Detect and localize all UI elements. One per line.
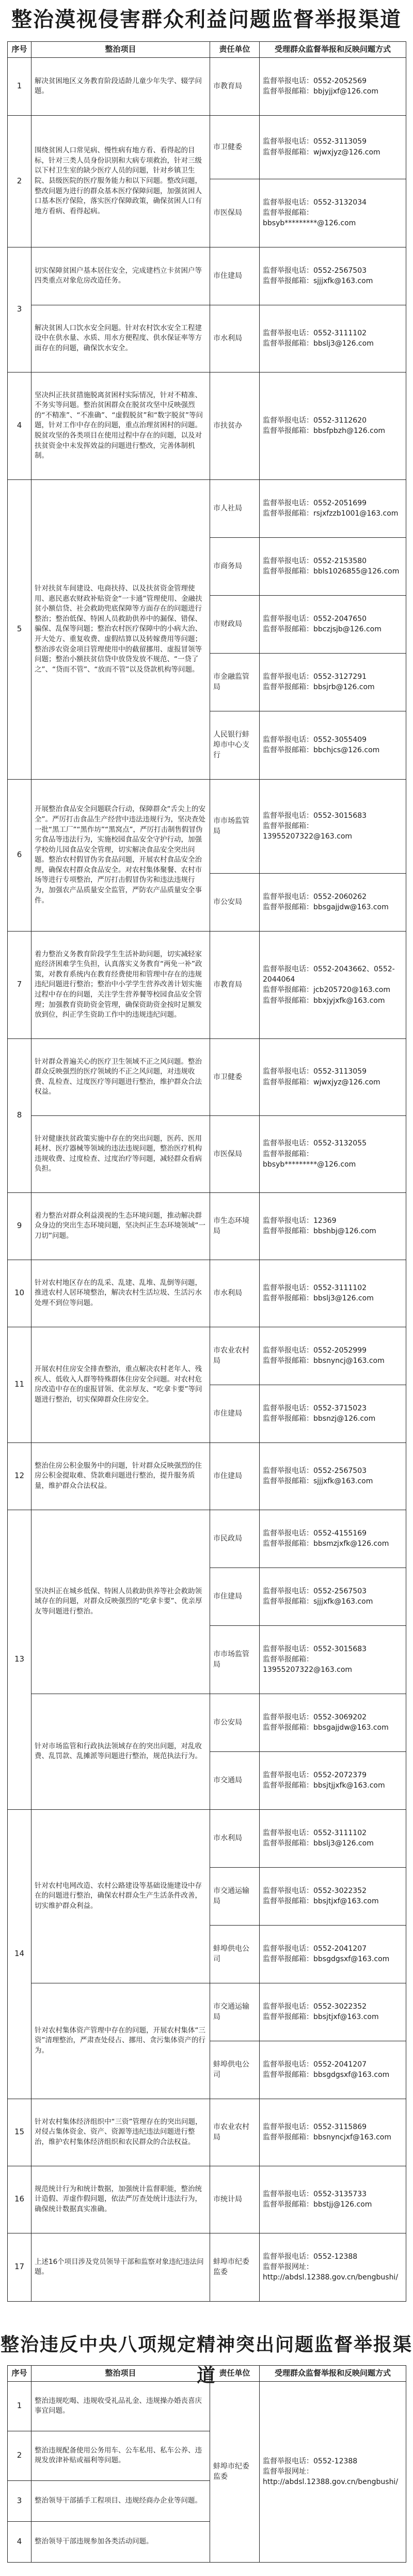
table-header-row — [8, 2366, 406, 2382]
table-row — [8, 1809, 406, 1867]
row-seq: 9 — [8, 1192, 31, 1260]
responsible-unit: 市扶贫办 — [210, 372, 260, 479]
responsible-unit: 市教育局 — [210, 57, 260, 115]
complaint-channel: 监督举报电话：0552-3115869 监督举报邮箱：bbsnyncjxf@163.com — [260, 2099, 406, 2166]
item-text: 针对农村地区存在的乱采、乱建、乱堆、乱倒等问题，推进农村人居环境整治，解决农村生活垃圾、生活污水处理不到位等问题。 — [31, 1260, 210, 1327]
table-body — [8, 57, 406, 2301]
complaint-channel: 监督举报电话：0552-3112620 监督举报邮箱：bbsfpbzh@126.com — [260, 372, 406, 479]
item-text: 坚决纠正在城乡低保、特困人员救助供养等社会救助领域存在的问题，对群众反映强烈的“吃拿卡要”、优亲厚友等问题进行整治。 — [31, 1510, 210, 1694]
row-seq: 1 — [8, 2381, 31, 2431]
complaint-channel: 监督举报电话：0552-3132034 监督举报邮箱：bbsyb*********@126.com — [260, 179, 406, 247]
table-row — [8, 779, 406, 873]
complaint-channel: 监督举报电话：0552-2041207 监督举报邮箱：bbsgdgsxf@163.com — [260, 2041, 406, 2099]
responsible-unit: 市金融监管局 — [210, 653, 260, 711]
item-text: 针对市场监管和行政执法领域存在的突出问题，对乱收费、乱罚款、乱摊派等问题进行整治，规范执法行为。 — [31, 1694, 210, 1809]
responsible-unit: 市交通运输局 — [210, 1983, 260, 2041]
complaint-channel: 监督举报电话：0552-12388 监督举报网址：http://abdsl.12388.gov.cn/bengbushi/ — [260, 2381, 406, 2562]
table-row — [8, 372, 406, 479]
row-seq: 16 — [8, 2166, 31, 2233]
responsible-unit: 市市场监管局 — [210, 1625, 260, 1694]
item-text: 整治住房公积金服务中的问题，针对群众反映强烈的住房公积金提取难、贷款难问题进行整治，提升服务质量，维护群众合法权益。 — [31, 1442, 210, 1510]
item-text: 整治违规配备使用公务用车、公车私用、私车公养、违规发放津补贴或福利等问题。 — [31, 2431, 210, 2480]
table-row — [8, 305, 406, 372]
header-item: 整治项目 — [31, 42, 210, 58]
row-seq: 10 — [8, 1260, 31, 1327]
item-text: 开展整治食品安全问题联合行动，保障群众“舌尖上的安全”。严厉打击食品生产经营中违法违规行为，坚决查处一批“黑工厂”“黑作坊”“黑窝点”，严厉打击制售假冒伪劣食品等违法行为，实施校园食品安全守护行动，加强学校幼儿园食品安全管理，切实解决食品安全突出问题。整治农村假冒伪劣食品问题，开展农村食品安全治理，确保农村群众食品安全。对农村集体聚餐、农村市场等进行专项整治，严厉打击假冒伪劣和违法违规行为，加强农产品质量安全监管，严防农产品质量安全事件。 — [31, 779, 210, 931]
row-seq: 4 — [8, 2521, 31, 2562]
responsible-unit: 市住建局 — [210, 1568, 260, 1625]
row-seq: 1 — [8, 57, 31, 115]
responsible-unit: 市市场监管局 — [210, 779, 260, 873]
item-text: 解决贫困人口饮水安全问题。针对农村饮水安全工程建设中在供水量、水质、用水方便程度、供水保证率等方面存在的问题，确保饮水安全。 — [31, 305, 210, 372]
item-text: 规范统计行为和统计数据，加强统计监督职能，整治统计造假、弄虚作假问题，依法严厉查处统计违法行为，确保统计数据真实准确。 — [31, 2166, 210, 2233]
table-row — [8, 57, 406, 115]
responsible-unit: 市水利局 — [210, 305, 260, 372]
row-seq: 15 — [8, 2099, 31, 2166]
responsible-unit: 市卫健委 — [210, 115, 260, 179]
responsible-unit: 市住建局 — [210, 1442, 260, 1510]
row-seq: 7 — [8, 931, 31, 1038]
responsible-unit: 市交通运输局 — [210, 1867, 260, 1925]
header-seq: 序号 — [8, 42, 31, 58]
complaint-channel: 监督举报电话：0552-3111102 监督举报邮箱：bbslj3@126.com — [260, 1260, 406, 1327]
responsible-unit: 市教育局 — [210, 931, 260, 1038]
item-text: 针对群众普遍关心的医疗卫生领域不正之风问题。整治群众反映强烈的医疗领域的不正之风问题，对违规收费、乱检查、过度医疗等问题进行整治，维护群众合法权益。 — [31, 1038, 210, 1115]
row-seq: 17 — [8, 2233, 31, 2301]
item-text: 针对农村电网改造、农村公路建设等基础设施建设中存在的问题进行整治，确保农村群众生产生活条件改善，切实维护群众利益。 — [31, 1809, 210, 1983]
row-seq: 11 — [8, 1327, 31, 1442]
item-text: 坚决纠正扶贫措施脱离贫困村实际情况，针对不精准、不务实等问题。整治贫困群众在脱贫攻坚中反映强烈的“不精准”、“不准确”、“虚假脱贫”和“数字脱贫”等问题，针对工作中存在的问题，重点治理贫困村的问题。脱贫攻坚的各类项目在使用过程中存在的问题，以及对扶贫资金中未发挥效益的问题进行整改，完善体制机制。 — [31, 372, 210, 479]
row-seq: 6 — [8, 779, 31, 931]
complaint-channel: 监督举报电话：0552-3113059 监督举报邮箱：wjwxjyz@126.com — [260, 115, 406, 179]
responsible-unit: 市农业农村局 — [210, 1327, 260, 1385]
table-row — [8, 1694, 406, 1751]
responsible-unit: 市农业农村局 — [210, 2099, 260, 2166]
table-row — [8, 479, 406, 537]
complaint-channel: 监督举报电话：0552-3015683 监督举报邮箱：13955207322@163.com — [260, 779, 406, 873]
row-seq: 8 — [8, 1038, 31, 1192]
item-text: 着力整治义务教育阶段学生生活补助问题，切实减轻家庭经济困难学生负担，认真落实义务教育“两免一补”政策，对教育系统内在教育经费使用和管理中存在的违规违纪问题进行整治；整治中小学学生营养改善计划实施过程中存在的问题，关注学生营养餐等校园食品安全管理；加强教育资助资金管理，确保资助资金按时足额发放到位，纠正学生资助工作中的违规违纪问题。 — [31, 931, 210, 1038]
responsible-unit: 市公安局 — [210, 873, 260, 931]
complaint-channel: 监督举报电话：0552-2043662、0552-2044064 监督举报邮箱：jcb205720@163.com 监督举报邮箱：bbxjyjxfk@163.com — [260, 931, 406, 1038]
table-row — [8, 1510, 406, 1568]
table-row — [8, 247, 406, 305]
table-row — [8, 2166, 406, 2233]
item-text: 整治领导干部插手工程项目、违规经商办企业等问题。 — [31, 2480, 210, 2521]
responsible-unit: 市医保局 — [210, 1115, 260, 1192]
responsible-unit: 市医保局 — [210, 179, 260, 247]
row-seq: 3 — [8, 2480, 31, 2521]
page-title-2: 整治违反中央八项规定精神突出问题监督举报渠道 — [0, 2334, 412, 2386]
table-row — [8, 1327, 406, 1385]
header-channel: 受理群众监督举报和反映问题方式 — [260, 42, 406, 58]
table-body — [8, 2381, 406, 2562]
item-text: 解决贫困地区义务教育阶段适龄儿童少年失学、辍学问题。 — [31, 57, 210, 115]
header-item: 整治项目 — [31, 2366, 210, 2382]
table-row — [8, 1038, 406, 1115]
row-seq: 4 — [8, 372, 31, 479]
responsible-unit: 蚌埠供电公司 — [210, 1925, 260, 1983]
table-row — [8, 1260, 406, 1327]
complaint-channel: 监督举报电话：0552-2041207 监督举报邮箱：bbsgdgsxf@163.com — [260, 1925, 406, 1983]
row-seq: 3 — [8, 247, 31, 372]
item-text: 针对农村集体资产管理中存在的问题，开展农村集体“三资”清理整治，严肃查处侵占、挪用、贪污集体资产的行为。 — [31, 1983, 210, 2099]
conduct-rules-channels-table — [7, 2365, 406, 2563]
complaint-channel: 监督举报电话：0552-2060262 监督举报邮箱：bbsgajjdw@163.com — [260, 873, 406, 931]
item-text: 针对健康扶贫政策实施中存在的突出问题，医药、医用耗材、医疗器械等领域的违法违规问题，整治医疗机构违规收费、过度检查、过度治疗等问题，减轻群众看病负担。 — [31, 1115, 210, 1192]
item-text: 针对扶贫车间建设、电商扶持、以及扶贫资金管理使用、惠民惠农财政补贴资金“一卡通”管理使用、金融扶贫小额信贷、社会救助兜底保障等方面存在的问题进行整治；整治低保、特困人员救助供养中的漏保、错保、骗保、乱保等问题；整治农村医疗保障中的小病大治、开大处方、重复收费、虚假结算以及转嫁费用等问题；整治涉农资金项目管理使用中的截留挪用、虚报冒领等问题；整治小额扶贫信贷中放贷发放不规范、“一贷了之”、“贷而不管”、“放而不管”以及贷款机构等问题。 — [31, 479, 210, 779]
responsible-unit: 市人社局 — [210, 479, 260, 537]
responsible-unit: 市水利局 — [210, 1809, 260, 1867]
item-text: 整治领导干部违规参加各类活动问题。 — [31, 2521, 210, 2562]
complaint-channel: 监督举报电话：0552-2051699 监督举报邮箱：rsjxfzzb1001@163.com — [260, 479, 406, 537]
table-header-row — [8, 42, 406, 58]
item-text: 着力整治对群众利益漠视的生态环境问题，推动解决群众身边的突出生态环境问题，坚决纠正生态环境领域“一刀切”问题。 — [31, 1192, 210, 1260]
item-text: 整治违规吃喝、违规收受礼品礼金、违规操办婚丧喜庆事宜问题。 — [31, 2381, 210, 2431]
responsible-unit: 市民政局 — [210, 1510, 260, 1568]
table-row — [8, 1192, 406, 1260]
item-text: 开展农村住房安全排查整治，重点解决农村老年人、残疾人、低收入人群等特殊群体住房安全问题。对农村危房改造中存在的虚报冒领、优亲厚友、“吃拿卡要”等问题进行整治，切实保障群众住房安全。 — [31, 1327, 210, 1442]
responsible-unit: 市统计局 — [210, 2166, 260, 2233]
complaint-channel: 监督举报电话：0552-2072379 监督举报邮箱：bbsjtjjxfk@163.com — [260, 1751, 406, 1809]
complaint-channel: 监督举报电话：0552-3135733 监督举报邮箱：bbstjj@126.com — [260, 2166, 406, 2233]
table-row — [8, 2381, 406, 2431]
responsible-unit: 蚌埠供电公司 — [210, 2041, 260, 2099]
item-text: 切实保障贫困户基本居住安全，完成建档立卡贫困户等四类重点对象危房改造任务。 — [31, 247, 210, 305]
page-title: 整治漠视侵害群众利益问题监督举报渠道 — [11, 7, 402, 32]
responsible-unit: 市生态环境局 — [210, 1192, 260, 1260]
complaint-channel: 监督举报电话：0552-2567503 监督举报邮箱：sjjjxfk@163.com — [260, 1442, 406, 1510]
complaint-channel: 监督举报电话：0552-3132055 监督举报邮箱：bbsyb*********@126.com — [260, 1115, 406, 1192]
responsible-unit: 市交通局 — [210, 1751, 260, 1809]
row-seq: 12 — [8, 1442, 31, 1510]
complaint-channel: 监督举报电话：0552-2047650 监督举报邮箱：bbczjsjb@126.com — [260, 595, 406, 653]
header-unit: 责任单位 — [210, 42, 260, 58]
responsible-unit: 市住建局 — [210, 1385, 260, 1442]
item-text: 针对农村集体经济组织中“三资”管理存在的突出问题，对侵占集体资金、资产、资源等违纪违法问题进行整治，维护农村集体经济组织和农民群众的合法权益。 — [31, 2099, 210, 2166]
responsible-unit: 市卫健委 — [210, 1038, 260, 1115]
row-seq: 2 — [8, 2431, 31, 2480]
complaint-channel: 监督举报电话：0552-3127291 监督举报邮箱：bbsjrb@126.com — [260, 653, 406, 711]
complaint-channel: 监督举报电话：12369 监督举报邮箱：bbshbj@126.com — [260, 1192, 406, 1260]
complaint-channel: 监督举报电话：0552-2567503 监督举报邮箱：sjjjxfk@163.com — [260, 247, 406, 305]
complaint-channel: 监督举报电话：0552-3055409 监督举报邮箱：bbchjcs@126.com — [260, 711, 406, 779]
complaint-channel: 监督举报电话：0552-3113059 监督举报邮箱：wjwxjyz@126.com — [260, 1038, 406, 1115]
table-row — [8, 115, 406, 179]
table-row — [8, 2099, 406, 2166]
item-text: 上述16个项目涉及党员领导干部和监察对象违纪违法问题。 — [31, 2233, 210, 2301]
complaint-channel: 监督举报电话：0552-2567503 监督举报邮箱：sjjjxfk@163.com — [260, 1568, 406, 1625]
row-seq: 13 — [8, 1510, 31, 1809]
responsible-unit: 市水利局 — [210, 1260, 260, 1327]
header-channel: 受理群众监督举报和反映问题方式 — [260, 2366, 406, 2382]
responsible-unit: 人民银行蚌埠市中心支行 — [210, 711, 260, 779]
complaint-channels-table — [7, 41, 406, 2302]
table-row — [8, 1442, 406, 1510]
complaint-channel: 监督举报电话：0552-3069202 监督举报邮箱：bbsgajjdw@163.com — [260, 1694, 406, 1751]
complaint-channel: 监督举报电话：0552-3022352 监督举报邮箱：bbsjtjxf@163.com — [260, 1983, 406, 2041]
header-seq: 序号 — [8, 2366, 31, 2382]
responsible-unit: 市财政局 — [210, 595, 260, 653]
complaint-channel: 监督举报电话：0552-4155169 监督举报邮箱：bbsmzjxfk@126.com — [260, 1510, 406, 1568]
item-text: 围绕贫困人口常见病、慢性病有地方看、看得起的目标，针对三类人员身份识别和大病专项救治，针对三级以下村卫生室的缺少医疗人员的问题，针对乡镇卫生院、县级医院的医疗服务能力和以下问题。整改问题，整改问题为进行的群众基本医疗保障问题，加强贫困人口基本医疗保险，落实医疗保障政策，确保贫困人口有地方看病、看得起病。 — [31, 115, 210, 247]
responsible-unit: 蚌埠市纪委监委 — [210, 2381, 260, 2562]
responsible-unit: 市公安局 — [210, 1694, 260, 1751]
header-unit: 责任单位 — [210, 2366, 260, 2382]
responsible-unit: 蚌埠市纪委监委 — [210, 2233, 260, 2301]
complaint-channel: 监督举报电话：0552-12388 监督举报网址：http://abdsl.12388.gov.cn/bengbushi/ — [260, 2233, 406, 2301]
complaint-channel: 监督举报电话：0552-2052569 监督举报邮箱：bbjyjjxf@126.com — [260, 57, 406, 115]
complaint-channel: 监督举报电话：0552-3015683 监督举报邮箱：13955207322@163.com — [260, 1625, 406, 1694]
complaint-channel: 监督举报电话：0552-3715023 监督举报邮箱：bbsnzj@126.com — [260, 1385, 406, 1442]
complaint-channel: 监督举报电话：0552-2052999 监督举报邮箱：bbsnyncj@163.com — [260, 1327, 406, 1385]
complaint-channel: 监督举报电话：0552-3022352 监督举报邮箱：bbsjtjxf@163.com — [260, 1867, 406, 1925]
row-seq: 2 — [8, 115, 31, 247]
responsible-unit: 市商务局 — [210, 537, 260, 595]
table-row — [8, 2233, 406, 2301]
complaint-channel: 监督举报电话：0552-2153580 监督举报邮箱：bbls1026855@126.com — [260, 537, 406, 595]
row-seq: 5 — [8, 479, 31, 779]
table-row — [8, 1115, 406, 1192]
row-seq: 14 — [8, 1809, 31, 2099]
responsible-unit: 市住建局 — [210, 247, 260, 305]
complaint-channel: 监督举报电话：0552-3111102 监督举报邮箱：bbslj3@126.com — [260, 1809, 406, 1867]
table-row — [8, 931, 406, 1038]
table-row — [8, 1983, 406, 2041]
complaint-channel: 监督举报电话：0552-3111102 监督举报邮箱：bbslj3@126.com — [260, 305, 406, 372]
